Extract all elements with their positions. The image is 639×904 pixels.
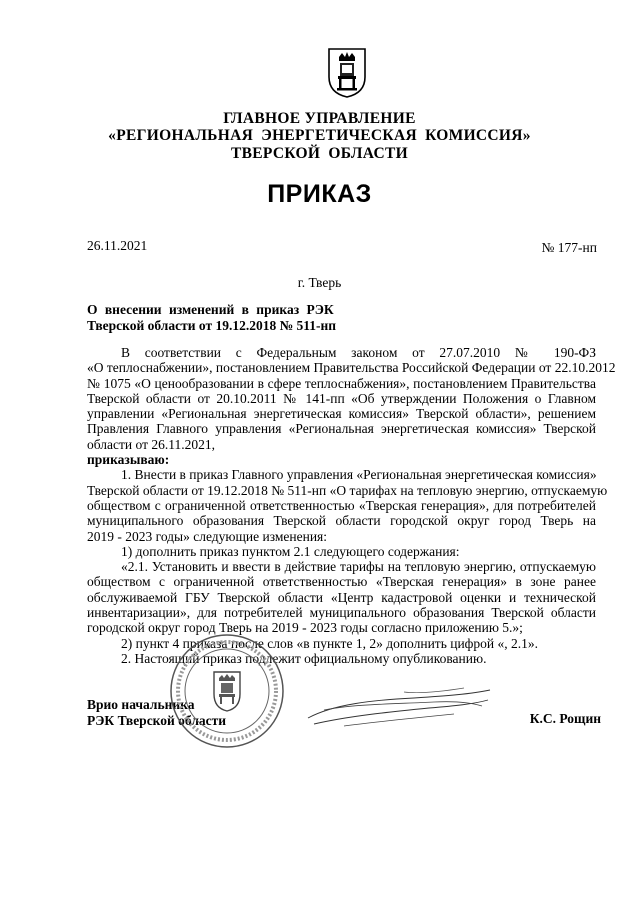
official-seal-icon [168,632,286,750]
signatory-title-line: Врио начальника [87,697,195,712]
body-line: обществом с ограниченной ответственностью «Тверская генерация» в зоне ранее [87,574,596,590]
body-line: В соответствии с Федеральным законом от 27.07.2010 № 190-ФЗ [121,345,596,360]
body-line: Тверской области от 19.12.2018 № 511-нп «О тарифах на тепловую энергию, отпускаемую [87,482,608,498]
body-line: 2) пункт 4 приказа после слов «в пункте 1, 2» дополнить цифрой «, 2.1». [121,635,539,651]
body-line: обществом с ограниченной ответственностью «Тверская генерация», для потребителей [87,497,596,513]
document-date: 26.11.2021 [87,238,148,253]
handwritten-signature-icon [304,682,494,732]
body-line: области от 26.11.2021, [87,436,215,452]
subject-line: О внесении изменений в приказ РЭК [87,302,334,317]
body-line: управлении «Региональная энергетическая комиссия» Тверской области», решением [87,406,596,422]
order-word: приказываю: [87,452,170,468]
document-number: № 177-нп [541,240,597,255]
body-line: 1) дополнить приказ пунктом 2.1 следующего содержания: [121,543,460,559]
org-name-line-3: ТВЕРСКОЙ ОБЛАСТИ [231,145,408,162]
body-line: инвентаризации», для потребителей муниципального образования Тверской области [87,605,596,621]
body-line: муниципального образования Тверской области городской округ город Тверь на [87,513,596,529]
body-line: «О теплоснабжении», постановлением Правительства Российской Федерации от 22.10.2012 [87,360,616,376]
body-line: № 1075 «О ценообразовании в сфере теплоснабжения», постановлением Правительства [87,375,596,391]
body-line: 2019 - 2023 годы» следующие изменения: [87,528,328,544]
signatory-name: К.С. Рощин [529,711,601,726]
body-line: «2.1. Установить и ввести в действие тарифы на тепловую энергию, отпускаемую [121,559,596,575]
document-type-title: ПРИКАЗ [267,180,372,208]
body-line: обслуживаемой ГБУ Тверской области «Центр кадастровой оценки и технической [87,589,596,605]
org-name-line-1: ГЛАВНОЕ УПРАВЛЕНИЕ [223,110,416,127]
body-line: Правления Главного управления «Региональная энергетическая комиссия» Тверской [87,421,596,437]
body-line: Тверской области от 20.10.2011 № 141-пп «Об утверждении Положения о Главном [87,390,596,406]
body-line: 2. Настоящий приказ подлежит официальному опубликованию. [121,650,487,666]
document-city: г. Тверь [297,275,342,290]
document-body [87,345,616,666]
org-name-line-2: «РЕГИОНАЛЬНАЯ ЭНЕРГЕТИЧЕСКАЯ КОМИССИЯ» [108,127,531,144]
subject-line: Тверской области от 19.12.2018 № 511-нп [87,318,337,333]
signatory-title-line: РЭК Тверской области [87,712,227,728]
tver-coat-of-arms-icon [327,47,367,99]
body-line: 1. Внести в приказ Главного управления «Региональная энергетическая комиссия» [121,467,597,483]
body-line: городской округ город Тверь на 2019 - 2023 годы согласно приложению 5.»; [87,620,523,636]
document-subject [87,302,387,334]
